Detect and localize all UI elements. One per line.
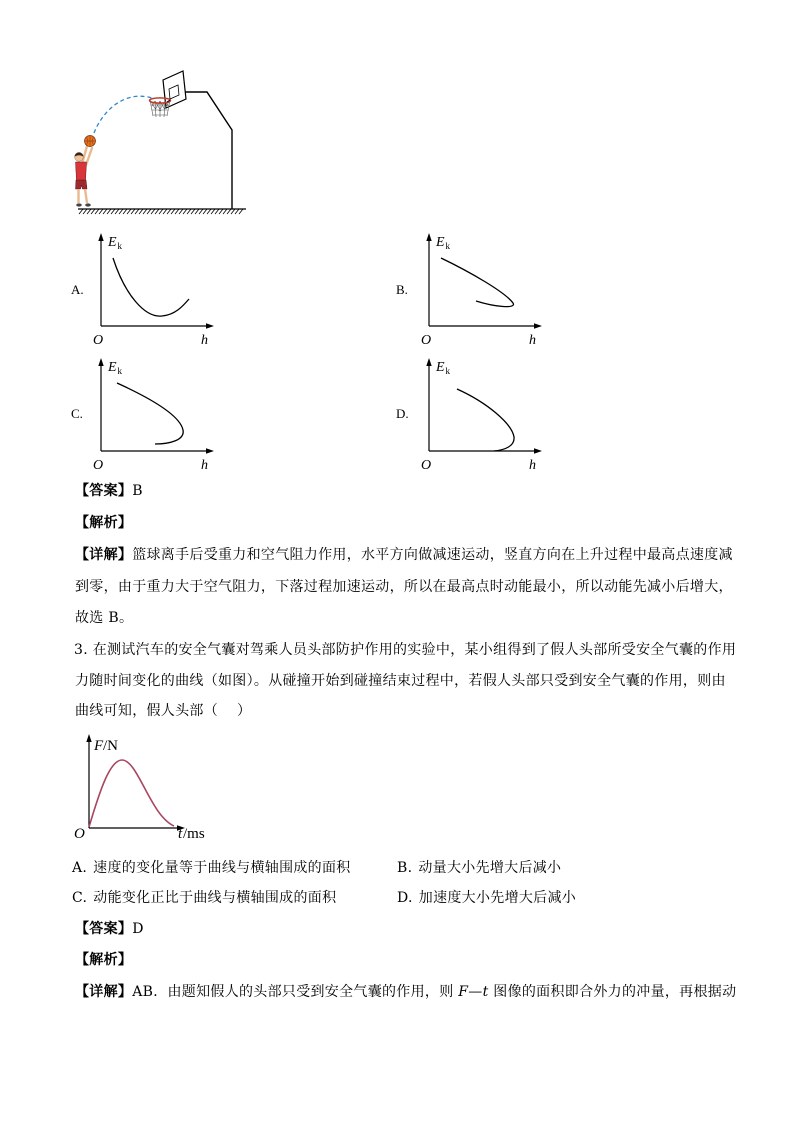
q2-detail-line-1: [75, 545, 733, 565]
energy-curve: [457, 389, 514, 451]
x-axis-arrow: [534, 448, 542, 453]
player-shorts: [76, 180, 88, 189]
detail-text: 篮球离手后受重力和空气阻力作用，水平方向做减速运动，竖直方向在上升过程中最高点速度减: [132, 547, 733, 563]
option-text: 速度的变化量等于曲线与横轴围成的面积: [93, 860, 351, 876]
option-a-label: A.: [71, 282, 84, 297]
origin-label: O: [93, 458, 104, 473]
x-axis-label: h: [201, 458, 208, 473]
q2-detail-line-3: 故选 B。: [75, 610, 134, 626]
graph-option-a: [85, 228, 220, 353]
q3-answer: [75, 919, 144, 939]
q2-analysis-heading: 【解析】: [75, 515, 133, 531]
throw-trajectory-arc: [94, 96, 152, 133]
energy-curve: [441, 258, 513, 307]
origin-label: O: [421, 458, 432, 473]
player-right-shoe: [85, 203, 91, 206]
q3-option-c: [72, 888, 336, 908]
graph-option-b: [413, 228, 548, 353]
origin-label: O: [93, 333, 104, 348]
force-curve: [89, 760, 174, 827]
q2-answer: [75, 481, 143, 501]
ground-hatch: [79, 209, 243, 214]
q3-option-d: [397, 888, 576, 908]
option-text: 加速度大小先增大后减小: [418, 890, 577, 906]
detail-formula: F—t: [458, 984, 489, 1000]
basketball-throw-illustration: [70, 60, 250, 220]
y-axis-arrow: [426, 233, 431, 241]
option-label: C.: [72, 890, 88, 906]
y-axis-label-subscript: k: [117, 366, 122, 376]
graph-option-c: [85, 353, 220, 478]
q3-detail-line-1: [75, 982, 736, 1002]
origin-label: O: [74, 826, 85, 842]
option-text: 动能变化正比于曲线与横轴围成的面积: [93, 890, 337, 906]
x-axis-label: h: [529, 333, 536, 348]
y-axis-variable: F: [94, 738, 104, 754]
x-axis-variable: t: [178, 826, 183, 842]
energy-curve: [117, 383, 183, 444]
y-axis-label: E: [108, 360, 117, 375]
y-axis-arrow: [98, 358, 103, 366]
q3-stem-line-3: 曲线可知，假人头部（ ）: [75, 703, 252, 719]
y-axis-unit: /N: [103, 738, 118, 754]
hoop-pole: [184, 92, 232, 209]
y-axis-arrow: [98, 233, 103, 241]
energy-curve: [113, 258, 189, 316]
option-b-label: B.: [396, 282, 408, 297]
answer-tag: 【答案】: [75, 921, 133, 937]
q3-analysis-heading: 【解析】: [75, 952, 133, 968]
q3-option-a: [72, 858, 351, 878]
answer-value: B: [132, 483, 143, 499]
detail-text-after: 图像的面积即合外力的冲量，再根据动: [488, 984, 737, 1000]
y-axis-label-subscript: k: [445, 241, 450, 251]
x-axis-unit: /ms: [183, 826, 205, 842]
origin-label: O: [421, 333, 432, 348]
basketball-seams: [85, 136, 96, 147]
force-time-graph: [70, 730, 215, 845]
option-label: B.: [397, 860, 413, 876]
y-axis-label: E: [436, 360, 445, 375]
q2-detail-line-2: 到零，由于重力大于空气阻力，下落过程加速运动，所以在最高点时动能最小，所以动能先减小后增大，: [75, 579, 733, 595]
q3-stem-line-2: 力随时间变化的曲线（如图）。从碰撞开始到碰撞结束过程中，若假人头部只受到安全气囊的作用，则由: [75, 673, 726, 689]
option-d-label: D.: [396, 406, 409, 421]
player-right-leg: [85, 189, 87, 203]
y-axis-label: E: [436, 235, 445, 250]
y-axis-arrow: [86, 734, 91, 742]
answer-tag: 【答案】: [75, 483, 133, 499]
graph-option-d: [413, 353, 548, 478]
x-axis-label: h: [201, 333, 208, 348]
detail-text-before: AB．由题知假人的头部只受到安全气囊的作用，则: [132, 984, 459, 1000]
detail-tag: 【详解】: [75, 984, 133, 1000]
x-axis-arrow: [206, 323, 214, 328]
option-label: D.: [397, 890, 413, 906]
x-axis-arrow: [534, 323, 542, 328]
player-figure: [75, 146, 92, 207]
option-c-label: C.: [71, 406, 83, 421]
y-axis-label: E: [108, 235, 117, 250]
option-label: A.: [72, 860, 88, 876]
y-axis-label-subscript: k: [117, 241, 122, 251]
y-axis-label-subscript: k: [445, 366, 450, 376]
y-axis-arrow: [426, 358, 431, 366]
x-axis-arrow: [206, 448, 214, 453]
q3-stem-line-1: 3. 在测试汽车的安全气囊对驾乘人员头部防护作用的实验中，某小组得到了假人头部所受安全气囊的作用: [74, 642, 737, 658]
q3-option-b: [397, 858, 561, 878]
player-jersey: [76, 162, 87, 181]
option-text: 动量大小先增大后减小: [418, 860, 562, 876]
player-left-shoe: [76, 203, 82, 206]
x-axis-label: h: [529, 458, 536, 473]
answer-value: D: [132, 921, 144, 937]
detail-tag: 【详解】: [75, 547, 133, 563]
